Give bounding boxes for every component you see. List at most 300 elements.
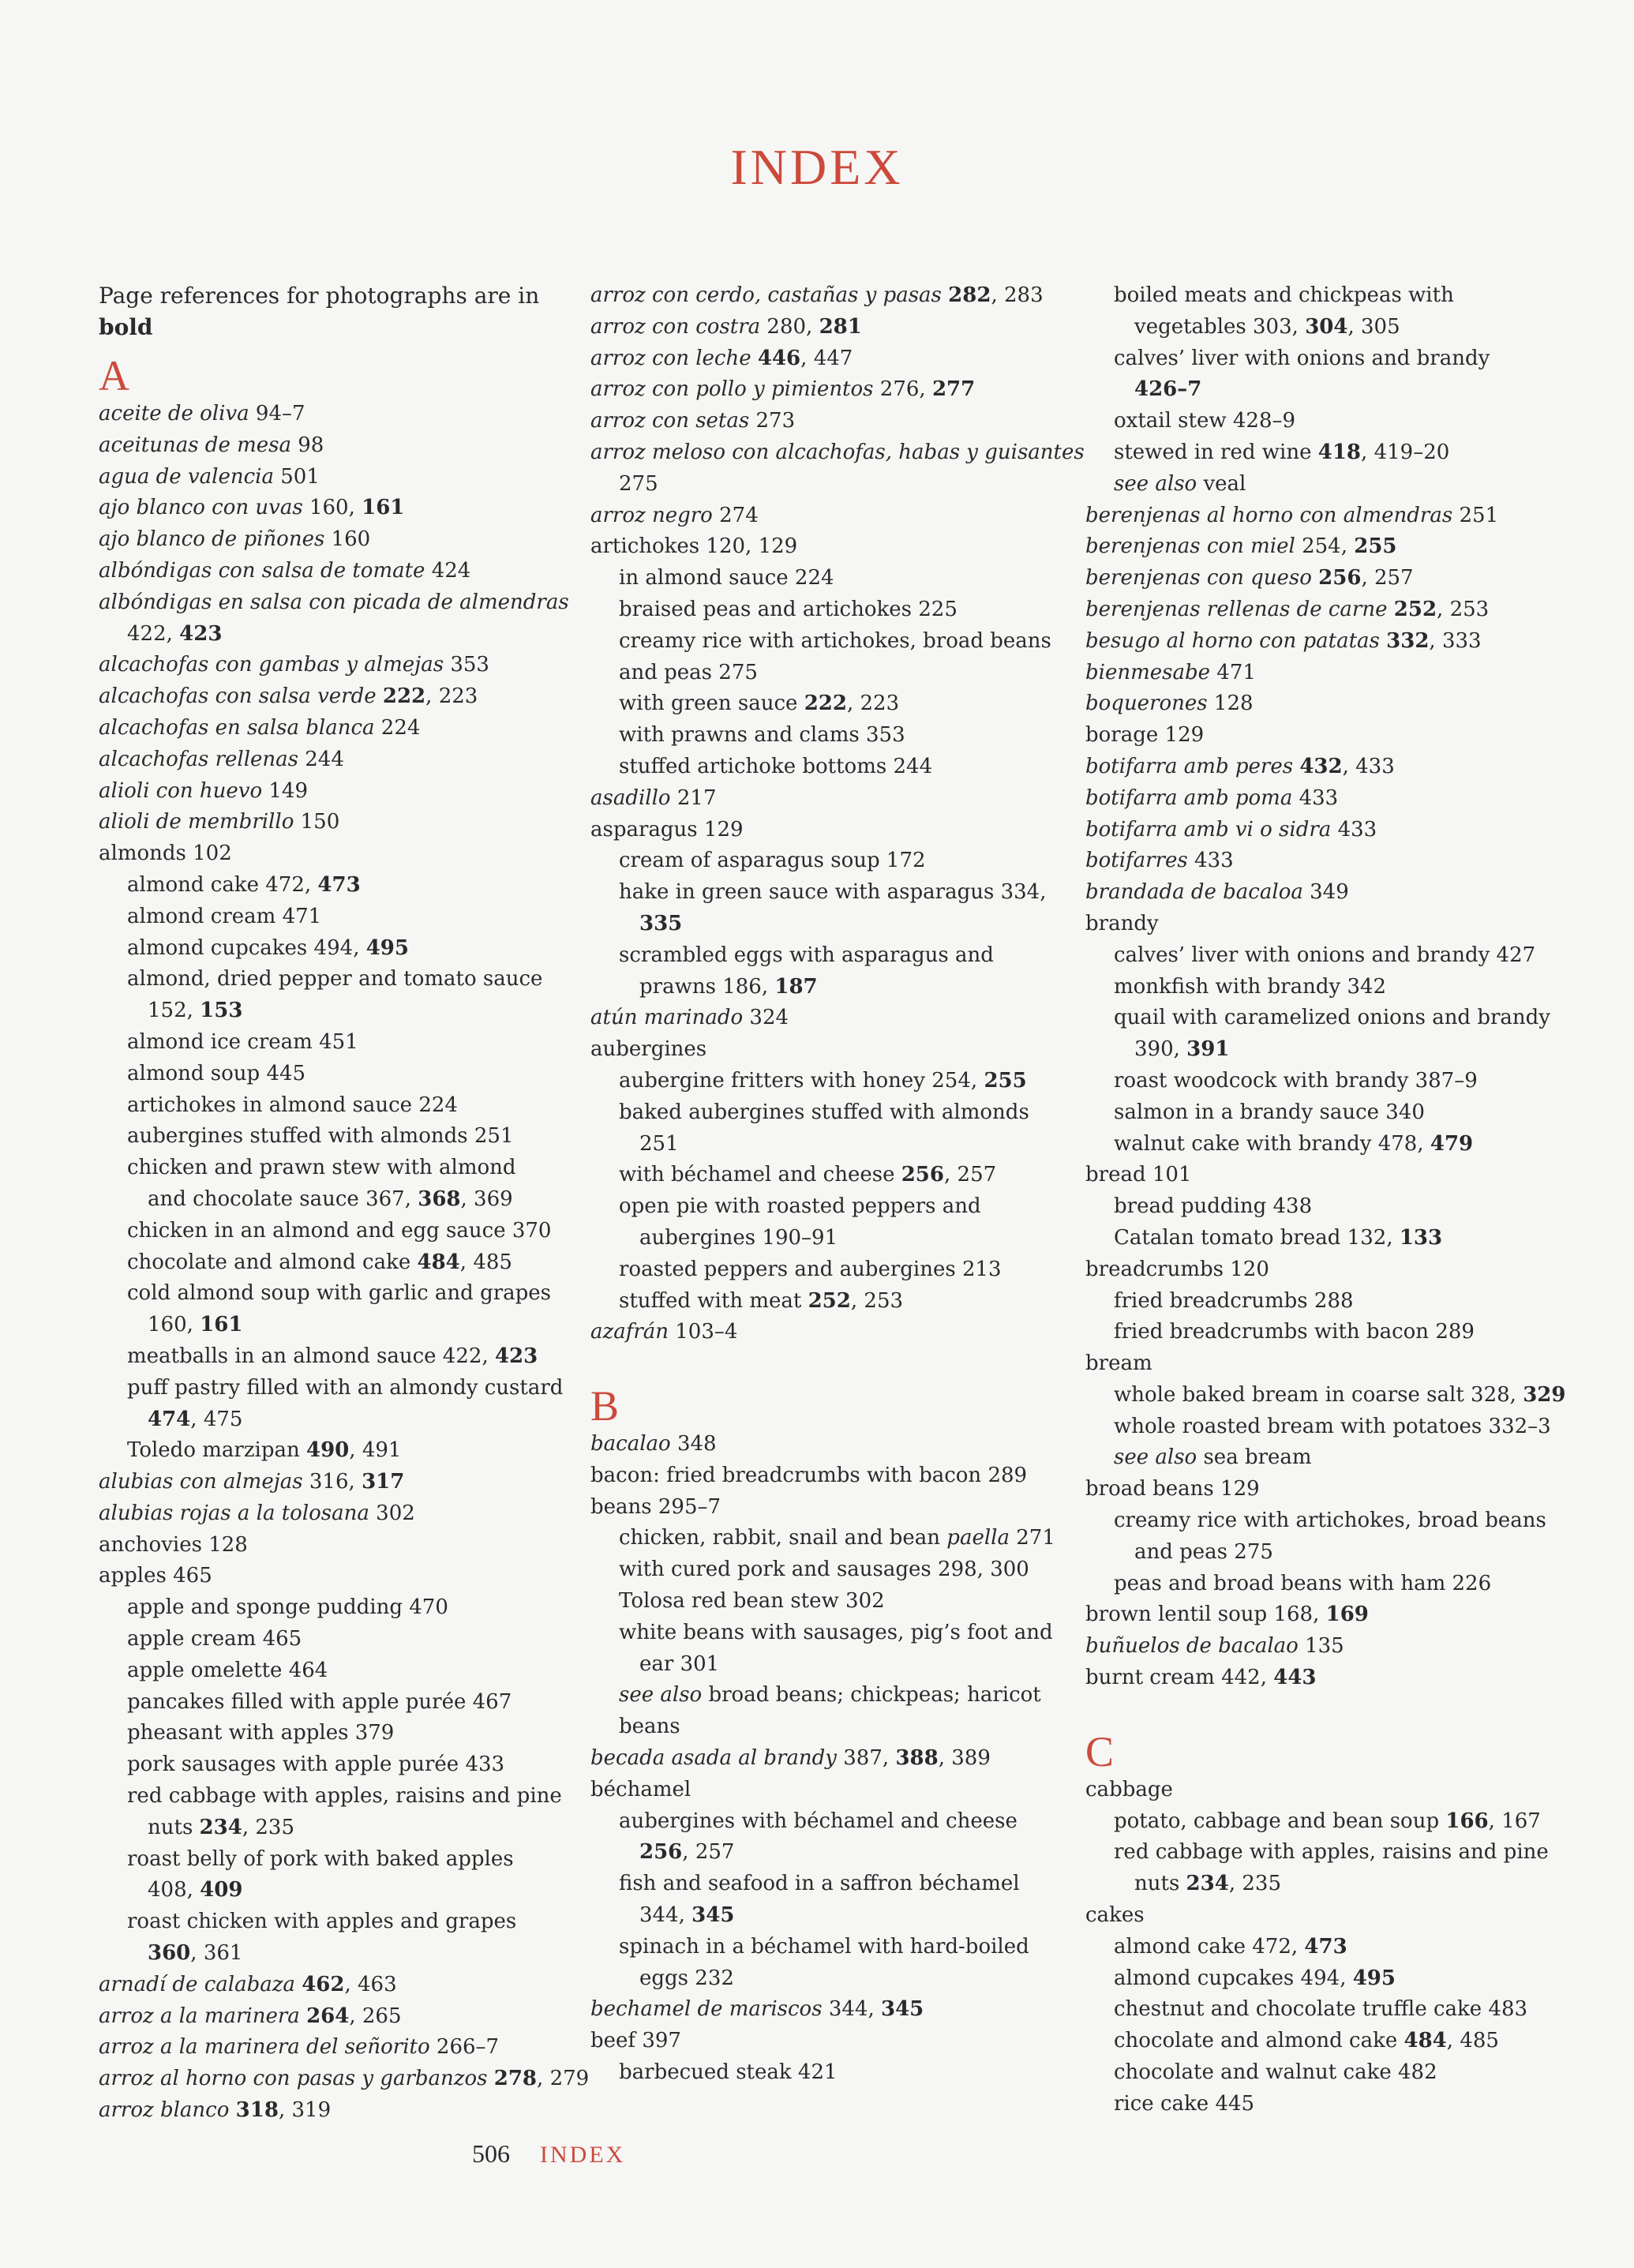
entry-term: salmon in a brandy sauce	[1114, 1100, 1380, 1124]
page-ref-photo: 264	[306, 2004, 350, 2028]
index-subentry	[590, 720, 1064, 752]
index-subentry: walnut cake with brandy 478, 479	[1114, 1131, 1474, 1156]
index-subentry	[99, 1718, 572, 1749]
index-entry	[1085, 688, 1559, 720]
index-subentry: 160, 161	[148, 1313, 243, 1337]
index-subentry	[590, 1097, 1064, 1129]
index-entry	[99, 2032, 572, 2064]
section-letter: C	[1085, 1727, 1115, 1775]
entry-term: pheasant with apples	[127, 1721, 349, 1745]
page-ref: 353	[450, 653, 489, 677]
index-subentry	[1085, 972, 1559, 1003]
index-subentry	[99, 1278, 572, 1310]
entry-term: arroz con setas	[590, 409, 750, 433]
entry-term: berenjenas con queso	[1085, 566, 1312, 590]
entry-term: alcachofas rellenas	[99, 747, 298, 771]
entry-term: veal	[1203, 471, 1246, 496]
entry-term: roast woodcock with brandy	[1114, 1068, 1409, 1093]
page-ref: 224	[794, 566, 834, 590]
index-entry	[590, 406, 1064, 437]
entry-term: walnut cake with brandy	[1114, 1131, 1372, 1156]
page-ref: 244	[305, 747, 344, 771]
page-ref-photo: 473	[1304, 1934, 1347, 1959]
entry-term: botifarres	[1085, 849, 1188, 873]
page-ref: 273	[755, 409, 796, 433]
page-ref-photo: 161	[362, 496, 405, 520]
page-ref: 349	[1310, 880, 1349, 905]
entry-term: chicken, rabbit, snail and bean	[619, 1526, 941, 1550]
page-ref: 257	[695, 1840, 735, 1865]
page-ref-photo: 329	[1523, 1382, 1566, 1407]
entry-term: anchovies	[99, 1532, 202, 1557]
page-ref: 485	[473, 1250, 512, 1274]
entry-term: arroz con leche	[590, 346, 751, 370]
entry-term: albóndigas en salsa con picada de almendras	[99, 590, 569, 614]
entry-term: arroz blanco	[99, 2098, 230, 2123]
entry-term: cabbage	[1085, 1777, 1173, 1801]
index-entry: alcachofas con salsa verde 222, 223	[99, 684, 478, 709]
page-ref: 129	[703, 817, 744, 842]
index-entry	[590, 1317, 1064, 1348]
page-ref-photo: 345	[881, 1997, 924, 2022]
index-subentry: 408, 409	[148, 1878, 243, 1902]
index-entry: arroz a la marinera 264, 265	[99, 2004, 402, 2028]
index-subentry	[1085, 469, 1559, 500]
index-entry	[99, 1561, 572, 1592]
entry-term: almond soup	[127, 1061, 260, 1085]
entry-term: beef	[590, 2029, 636, 2053]
entry-term: nuts	[148, 1815, 193, 1839]
page-ref-photo: 474	[148, 1407, 191, 1431]
index-subentry	[590, 877, 1064, 909]
page-ref: 387	[843, 1746, 883, 1771]
page-ref-photo: 222	[804, 692, 847, 716]
index-subentry	[1085, 343, 1559, 375]
entry-term: cream of asparagus soup	[619, 849, 880, 873]
entry-term: alioli de membrillo	[99, 810, 294, 834]
page-ref: 235	[255, 1815, 294, 1839]
page-ref: 276	[879, 377, 920, 402]
index-subentry	[99, 1906, 572, 1938]
page-ref-photo: 256	[1318, 566, 1362, 590]
entry-term: apple omelette	[127, 1658, 283, 1682]
index-entry	[590, 1003, 1064, 1034]
entry-term: whole baked bream in coarse salt	[1114, 1382, 1464, 1407]
entry-term: aubergines stuffed with almonds	[127, 1124, 468, 1149]
entry-term-italic: paella	[946, 1526, 1010, 1550]
index-entry: berenjenas con queso 256, 257	[1085, 566, 1414, 590]
page-ref: 244	[893, 754, 933, 778]
page-ref: 167	[1501, 1809, 1541, 1833]
page-ref: 254	[1302, 534, 1341, 559]
entry-term: creamy rice with artichokes, broad beans	[1114, 1509, 1546, 1533]
index-subentry: with cured pork and sausages 298, 300	[619, 1558, 1029, 1582]
page-ref-photo: 368	[418, 1186, 461, 1211]
index-subentry: meatballs in an almond sauce 422, 423	[127, 1344, 538, 1368]
index-subentry	[1085, 1994, 1559, 2026]
page-ref: 274	[719, 503, 759, 527]
page-ref: 447	[813, 346, 853, 370]
index-subentry	[1085, 1537, 1559, 1569]
page-ref-photo: 495	[1352, 1966, 1396, 1990]
index-entry: arroz con pollo y pimientos 276, 277	[590, 377, 976, 402]
index-subentry	[590, 752, 1064, 783]
index-subentry	[590, 1191, 1064, 1223]
index-subentry	[1085, 1097, 1559, 1129]
index-entry	[99, 524, 572, 556]
entry-term: aubergine fritters with honey	[619, 1068, 925, 1093]
index-entry	[99, 776, 572, 808]
index-subentry	[1085, 2089, 1559, 2120]
page-ref-photo: 479	[1430, 1131, 1474, 1156]
entry-term: with prawns and clams	[619, 723, 860, 748]
index-entry: arroz al horno con pasas y garbanzos 278, 279	[99, 2067, 590, 2091]
index-subentry	[99, 1749, 572, 1781]
index-subentry: Catalan tomato bread 132, 133	[1114, 1225, 1443, 1250]
page-ref: 433	[1355, 754, 1395, 778]
entry-term: roasted peppers and aubergines	[619, 1257, 956, 1281]
page-ref: 344	[639, 1903, 679, 1928]
entry-term: baked aubergines stuffed with almonds	[619, 1100, 1029, 1124]
index-subentry	[590, 1963, 1064, 1995]
page-ref: 172	[886, 849, 926, 873]
index-entry	[1085, 1348, 1559, 1380]
page-ref: 342	[1347, 974, 1387, 999]
page-ref: 369	[474, 1186, 513, 1211]
index-subentry	[590, 845, 1064, 877]
page-ref-photo: 446	[757, 346, 801, 370]
page-ref-photo: 360	[148, 1941, 191, 1966]
page-ref: 257	[957, 1163, 997, 1187]
entry-term: Toledo marzipan	[127, 1438, 300, 1463]
index-entry	[99, 587, 572, 619]
index-entry	[1085, 909, 1559, 940]
index-entry: arroz con costra 280, 281	[590, 314, 862, 339]
page-ref: 464	[288, 1658, 328, 1682]
index-subentry: whole baked bream in coarse salt 328, 329	[1114, 1382, 1566, 1407]
index-subentry	[1085, 2057, 1559, 2089]
index-entry	[99, 713, 572, 744]
page-ref: 483	[1488, 1997, 1528, 2022]
page-ref-photo: 462	[302, 1972, 345, 1996]
index-entry: bechamel de mariscos 344, 345	[590, 1997, 924, 2022]
entry-term: stuffed artichoke bottoms	[619, 754, 887, 778]
index-subentry	[590, 1806, 1064, 1838]
entry-term: chocolate and walnut cake	[1114, 2060, 1392, 2085]
page-ref: 340	[1385, 1100, 1425, 1124]
index-entry: arroz blanco 318, 319	[99, 2098, 332, 2123]
index-subentry: almond cupcakes 494, 495	[1114, 1966, 1396, 1990]
index-subentry	[99, 902, 572, 933]
index-subentry	[590, 909, 1064, 940]
index-subentry: 474, 475	[148, 1407, 243, 1431]
page-ref: 129	[758, 534, 798, 559]
page-ref: 280	[766, 314, 807, 339]
index-subentry	[99, 1687, 572, 1719]
entry-term: besugo al horno con patatas	[1085, 628, 1380, 653]
page-ref: 120	[706, 534, 746, 559]
see-also-label: see also	[619, 1683, 703, 1708]
index-subentry	[1085, 1191, 1559, 1223]
entry-term: almond cupcakes	[1114, 1966, 1295, 1990]
intro-note: Page references for photographs are in bold	[99, 283, 540, 340]
index-entry	[1085, 500, 1559, 532]
page-ref: 190–91	[762, 1225, 838, 1250]
entry-term: asparagus	[590, 817, 698, 842]
entry-term: breadcrumbs	[1085, 1257, 1224, 1281]
index-subentry: 152, 153	[148, 999, 243, 1023]
index-entry: brown lentil soup 168, 169	[1085, 1603, 1369, 1627]
page-ref-photo: 473	[317, 872, 361, 897]
index-entry	[99, 462, 572, 493]
page-ref: 149	[268, 778, 309, 803]
entry-term: hake in green sauce with asparagus	[619, 880, 995, 905]
page-ref-photo: 153	[200, 999, 243, 1023]
entry-term: calves’ liver with onions and brandy	[1114, 346, 1490, 370]
index-entry	[99, 1498, 572, 1530]
page-ref-photo: 335	[639, 911, 683, 935]
page-ref: 494	[313, 935, 354, 960]
index-entry: arnadí de calabaza 462, 463	[99, 1972, 397, 1996]
page-ref: 251	[1459, 503, 1499, 527]
index-entry	[590, 500, 1064, 532]
index-subentry: Toledo marzipan 490, 491	[127, 1438, 402, 1463]
page-ref: 387–9	[1415, 1068, 1478, 1093]
page-ref: 303	[1253, 314, 1292, 339]
page-ref: 120	[1230, 1257, 1269, 1281]
page-ref: 471	[1216, 660, 1256, 684]
entry-term: cold almond soup with garlic and grapes	[127, 1281, 552, 1306]
page-ref-photo: 345	[691, 1903, 735, 1928]
page-ref: 251	[474, 1124, 514, 1149]
see-also-label: see also	[1114, 471, 1197, 496]
page-ref: 422	[442, 1344, 482, 1368]
index-subentry	[590, 1711, 1064, 1743]
entry-term: atún marinado	[590, 1006, 744, 1030]
index-subentry	[590, 1523, 1064, 1554]
page-ref: 332–3	[1488, 1414, 1551, 1438]
entry-term: Tolosa red bean stew	[619, 1589, 839, 1614]
index-subentry: almond cupcakes 494, 495	[127, 935, 409, 960]
entry-term: béchamel	[590, 1777, 691, 1801]
entry-term: arroz con cerdo, castañas y pasas	[590, 283, 942, 307]
entry-term: pancakes filled with apple purée	[127, 1689, 467, 1714]
index-subentry	[1085, 1411, 1559, 1443]
index-subentry	[1085, 940, 1559, 972]
page-ref: 408	[148, 1878, 187, 1902]
entry-term: pork sausages with apple purée	[127, 1753, 459, 1777]
page-ref: 421	[797, 2060, 838, 2085]
page-ref: 316	[309, 1470, 349, 1494]
page-ref: 300	[990, 1558, 1029, 1582]
entry-term: apple cream	[127, 1627, 257, 1651]
page-ref: 224	[418, 1093, 458, 1117]
page-ref: 266–7	[436, 2035, 500, 2060]
entry-term: bechamel de mariscos	[590, 1997, 823, 2022]
entry-term: with green sauce	[619, 692, 798, 716]
page-ref: 289	[988, 1463, 1028, 1487]
index-entry: botifarra amb peres 432, 433	[1085, 754, 1395, 778]
entry-term: in almond sauce	[619, 566, 789, 590]
page-ref: 419–20	[1374, 440, 1450, 464]
index-subentry	[590, 1129, 1064, 1160]
page-ref: 223	[438, 684, 478, 709]
entry-term: calves’ liver with onions and brandy	[1114, 943, 1490, 967]
page-ref: 433	[465, 1753, 505, 1777]
page-ref: 217	[676, 785, 717, 810]
page-ref: 253	[1449, 597, 1490, 621]
index-subentry	[1085, 1066, 1559, 1097]
page-ref: 428–9	[1232, 409, 1296, 433]
index-entry	[99, 838, 572, 870]
index-entry: berenjenas rellenas de carne 252, 253	[1085, 597, 1490, 621]
index-entry	[1085, 845, 1559, 877]
page-ref: 302	[376, 1501, 415, 1525]
index-subentry	[590, 469, 1064, 500]
page-ref: 265	[362, 2004, 402, 2028]
page-ref: 150	[300, 810, 340, 834]
entry-term: almond ice cream	[127, 1029, 313, 1054]
entry-term: buñuelos de bacalao	[1085, 1634, 1299, 1659]
entry-term: aceite de oliva	[99, 402, 249, 425]
index-subentry	[99, 1027, 572, 1059]
page-ref: 472	[1252, 1934, 1291, 1959]
entry-term: ajo blanco de piñones	[99, 527, 325, 552]
page-ref-photo: 490	[306, 1438, 350, 1463]
index-subentry	[1085, 1569, 1559, 1600]
page-ref: 472	[265, 872, 305, 897]
page-ref-photo: 432	[1299, 754, 1343, 778]
entry-term: alcachofas con gambas y almejas	[99, 653, 444, 677]
section-letter: A	[99, 352, 129, 399]
index-subentry	[99, 1153, 572, 1184]
footer-label: INDEX	[540, 2142, 626, 2168]
entry-term: bread pudding	[1114, 1194, 1267, 1219]
entry-term: nuts	[1134, 1872, 1180, 1896]
page-ref: 251	[639, 1131, 679, 1156]
page-ref: 224	[380, 715, 421, 740]
entry-term: with cured pork and sausages	[619, 1558, 931, 1582]
index-subentry: 422, 423	[127, 621, 223, 646]
page-ref: 283	[1003, 283, 1044, 307]
page-ref: 361	[203, 1941, 243, 1966]
page-ref-photo: 278	[493, 2067, 538, 2091]
entry-term: berenjenas con miel	[1085, 534, 1295, 559]
page-ref: 328	[1471, 1382, 1510, 1407]
page-ref: 379	[354, 1721, 395, 1745]
index-entry	[1085, 815, 1559, 846]
index-subentry: 344, 345	[639, 1903, 735, 1928]
entry-term: artichokes in almond sauce	[127, 1093, 413, 1117]
entry-term: agua de valencia	[99, 464, 274, 489]
index-subentry: stewed in red wine 418, 419–20	[1114, 440, 1450, 464]
index-subentry	[590, 1223, 1064, 1254]
index-subentry	[590, 940, 1064, 972]
page-ref: 232	[695, 1966, 734, 1990]
column-entries	[99, 352, 590, 2127]
page-ref: 467	[472, 1689, 512, 1714]
page-ref: 160	[309, 496, 349, 520]
entry-term: chicken and prawn stew with almond	[127, 1156, 516, 1180]
page-ref-photo: 426–7	[1134, 377, 1202, 402]
index-column-1	[99, 280, 590, 2127]
index-entry	[1085, 783, 1559, 815]
page-ref: 129	[1220, 1477, 1260, 1501]
entry-term: bream	[1085, 1351, 1152, 1376]
index-column-3	[1085, 280, 1566, 2120]
index-entry: arroz con leche 446, 447	[590, 346, 853, 370]
page-ref-photo: 169	[1325, 1603, 1369, 1627]
page-ref: 213	[961, 1257, 1002, 1281]
entry-term: arroz al horno con pasas y garbanzos	[99, 2067, 488, 2091]
index-entry	[99, 1530, 572, 1561]
page-footer	[472, 2139, 625, 2169]
index-entry	[590, 1775, 1064, 1806]
page-ref: 223	[860, 692, 900, 716]
index-entry	[1085, 1254, 1559, 1286]
page-ref: 298	[938, 1558, 977, 1582]
index-subentry	[590, 1649, 1064, 1681]
page-ref: 288	[1314, 1288, 1354, 1313]
page-ref: 103–4	[675, 1320, 738, 1344]
page-ref: 433	[1337, 817, 1377, 842]
entry-term: chestnut and chocolate truffle cake	[1114, 1997, 1482, 2022]
see-also-label: see also	[1114, 1445, 1197, 1470]
index-subentry	[1085, 1837, 1559, 1869]
page-ref: 101	[1152, 1163, 1192, 1187]
entry-term: puff pastry filled with an almondy custard	[127, 1375, 564, 1400]
page-ref-photo: 277	[931, 377, 976, 402]
entry-term: red cabbage with apples, raisins and pine	[127, 1784, 562, 1809]
page-ref: 94–7	[255, 402, 305, 425]
column-entries	[1085, 280, 1566, 2120]
page-ref: 275	[619, 471, 658, 496]
index-subentry: 390, 391	[1134, 1037, 1230, 1062]
index-entry: becada asada al brandy 387, 388, 389	[590, 1746, 991, 1771]
page-ref-photo: 391	[1186, 1037, 1230, 1062]
index-subentry: aubergine fritters with honey 254, 255	[619, 1068, 1027, 1093]
page-ref: 226	[1452, 1571, 1492, 1595]
entry-term: becada asada al brandy	[590, 1746, 837, 1771]
page-ref-photo: 256	[639, 1840, 683, 1865]
index-subentry	[590, 594, 1064, 626]
page-ref: 102	[193, 842, 232, 866]
entry-term: borage	[1085, 723, 1159, 748]
index-subentry	[590, 563, 1064, 594]
entry-term: with béchamel and cheese	[619, 1163, 895, 1187]
entry-term: arnadí de calabaza	[99, 1972, 295, 1996]
index-subentry: potato, cabbage and bean soup 166, 167	[1114, 1809, 1541, 1833]
page-ref: 271	[1016, 1526, 1055, 1550]
entry-term: asadillo	[590, 785, 671, 810]
page-ref: 257	[1374, 566, 1414, 590]
entry-term: quail with caramelized onions and brandy	[1114, 1006, 1550, 1030]
entry-term: creamy rice with artichokes, broad beans	[619, 628, 1051, 653]
page-ref-photo: 418	[1317, 440, 1362, 464]
index-entry	[590, 437, 1085, 469]
entry-term: fried breadcrumbs	[1114, 1288, 1308, 1313]
index-entry: berenjenas con miel 254, 255	[1085, 534, 1397, 559]
page-ref: 254	[931, 1068, 971, 1093]
page-ref-photo: 388	[895, 1746, 939, 1771]
entry-term: braised peas and artichokes	[619, 597, 912, 621]
index-subentry	[590, 2057, 1064, 2089]
entry-term: red cabbage with apples, raisins and pine	[1114, 1840, 1549, 1865]
page-ref: 301	[680, 1651, 720, 1676]
entry-term: almond cake	[1114, 1934, 1246, 1959]
page-ref-photo: 443	[1273, 1666, 1317, 1690]
index-subentry	[590, 626, 1064, 658]
